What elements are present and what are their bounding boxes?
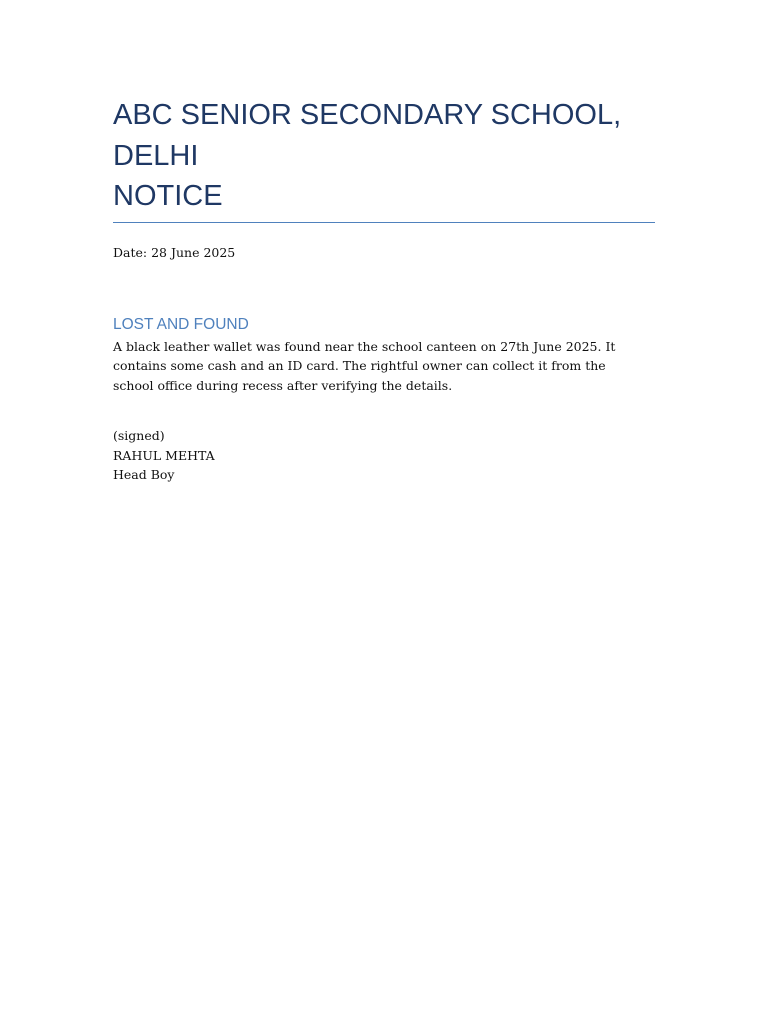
title-divider [113, 222, 655, 223]
signed-label: (signed) [113, 428, 165, 443]
school-name-line-1: ABC SENIOR SECONDARY SCHOOL, [113, 99, 622, 131]
section-heading: LOST AND FOUND [113, 315, 249, 333]
notice-body: A black leather wallet was found near the school canteen on 27th June 2025. It contains some cash and an ID card. The rightful owner can collect it from the school office during recess after verifying the details. [113, 338, 616, 393]
signatory-designation: Head Boy [113, 467, 175, 482]
school-name-line-2: DELHI [113, 139, 199, 172]
signature-block [113, 426, 655, 485]
document-title [113, 95, 655, 217]
signatory-name: RAHUL MEHTA [113, 447, 215, 463]
notice-label: NOTICE [113, 180, 223, 212]
notice-document [113, 95, 655, 485]
notice-date: Date: 28 June 2025 [113, 244, 236, 260]
